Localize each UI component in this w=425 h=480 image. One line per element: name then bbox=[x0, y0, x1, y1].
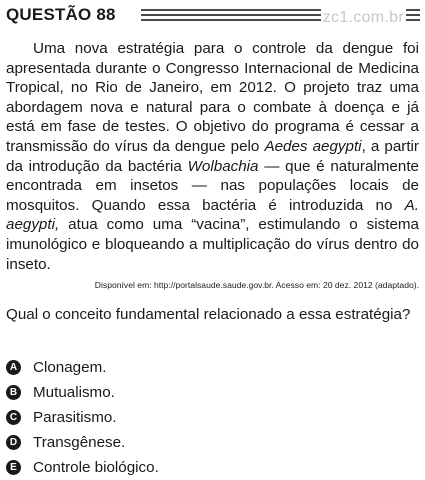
alternative-b-text: Mutualismo. bbox=[33, 384, 115, 401]
option-letter-c-badge: C bbox=[6, 410, 21, 425]
passage-italic-aedes: Aedes aegypti bbox=[264, 137, 362, 155]
passage-italic-wolbachia: Wolbachia bbox=[187, 157, 259, 175]
alternative-a[interactable] bbox=[6, 355, 419, 380]
question-header bbox=[6, 4, 420, 26]
option-letter-e-badge: E bbox=[6, 460, 21, 475]
source-citation: Disponível em: http://portalsaude.saude.gov.br. Acesso em: 20 dez. 2012 (adaptado). bbox=[94, 280, 419, 290]
question-number: QUESTÃO 88 bbox=[6, 5, 116, 24]
alternative-d[interactable] bbox=[6, 430, 419, 455]
option-letter-a-badge: A bbox=[6, 360, 21, 375]
passage-text bbox=[6, 39, 419, 274]
header-rule-lines bbox=[141, 9, 420, 26]
alternative-e-text: Controle biológico. bbox=[33, 459, 159, 476]
passage-part-4: atua como uma “vacina”, estimulando o sistema imunológico e bloqueando a multiplicação do vírus dentro do inseto. bbox=[6, 216, 419, 273]
passage-part-3: — que é naturalmente encontrada em insetos — nas populações locais de mosquitos. Quando essa bactéria é introduzida no bbox=[6, 157, 419, 214]
option-letter-b-badge: B bbox=[6, 385, 21, 400]
option-letter-d-badge: D bbox=[6, 435, 21, 450]
passage-italic-a-aegypti: A. aegypti, bbox=[6, 196, 419, 234]
alternative-c-text: Parasitismo. bbox=[33, 409, 117, 426]
alternative-d-text: Transgênese. bbox=[33, 434, 126, 451]
passage-part-1: Uma nova estratégia para o controle da dengue foi apresentada durante o Congresso Internacional de Medicina Tropical, no Rio de Janeiro, em 2012. O projeto traz uma abordagem nova e natural para o combate à doença e já está em fase de testes. O objetivo do programa é cessar a transmissão do vírus da dengue pelo bbox=[6, 40, 419, 155]
alternative-c[interactable] bbox=[6, 405, 419, 430]
alternative-e[interactable] bbox=[6, 455, 419, 480]
watermark: zc1.com.br bbox=[322, 9, 404, 26]
alternatives-list bbox=[6, 355, 419, 480]
question-stem: Qual o conceito fundamental relacionado a essa estratégia? bbox=[6, 306, 411, 323]
alternative-a-text: Clonagem. bbox=[33, 359, 107, 376]
passage-part-2: , a partir da introdução da bactéria bbox=[6, 137, 419, 175]
alternative-b[interactable] bbox=[6, 380, 419, 405]
